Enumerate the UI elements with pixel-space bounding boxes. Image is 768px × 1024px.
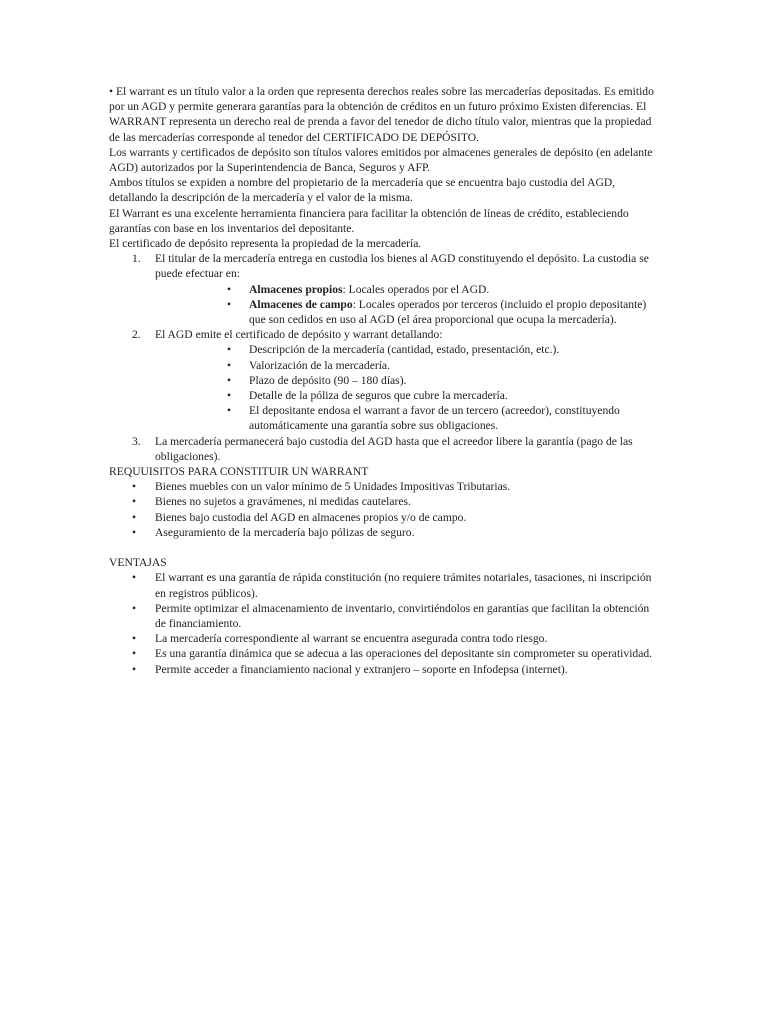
- bullet-icon: •: [227, 297, 232, 311]
- list-item-text: La mercadería correspondiente al warrant se encuentra asegurada contra todo riesgo.: [155, 632, 548, 646]
- list-item-text: Permite optimizar el almacenamiento de inventario, convirtiéndolos en garantías que facilitan la obtención de financiamiento.: [155, 601, 650, 630]
- step-sub-list: [109, 282, 661, 328]
- sub-item-bold: Almacenes propios: [249, 282, 343, 296]
- sub-list-item: [109, 342, 661, 357]
- sub-list-item: [109, 388, 661, 403]
- bullet-icon: •: [132, 510, 137, 524]
- section-heading-requisitos: REQUUISITOS PARA CONSTITUIR UN WARRANT: [109, 465, 369, 479]
- step-text: El titular de la mercadería entrega en custodia los bienes al AGD constituyendo el depósito. La custodia se puede efectuar en:: [155, 252, 649, 281]
- list-item: [109, 646, 661, 661]
- sub-item-text: Plazo de depósito (90 – 180 días).: [249, 373, 407, 387]
- step-sub-list: [109, 342, 661, 433]
- sub-list-item: [109, 282, 661, 297]
- bullet-icon: •: [227, 358, 232, 372]
- sub-list-item: [109, 373, 661, 388]
- list-item: [109, 662, 661, 677]
- ventajas-list: [109, 570, 661, 676]
- sub-item-bold: Almacenes de campo: [249, 297, 353, 311]
- spacer: [109, 540, 661, 555]
- sub-item-text: Detalle de la póliza de seguros que cubre la mercadería.: [249, 389, 508, 403]
- step-text: El AGD emite el certificado de depósito y warrant detallando:: [155, 328, 443, 342]
- intro-paragraph: • El warrant es un título valor a la orden que representa derechos reales sobre las mercaderías depositadas. Es emitido por un AGD y permite generara garantías para la obtención de créditos en un futuro próximo Existen diferencias. El WARRANT representa un derecho real de prenda a favor del tenedor de dicho título valor, mientras que la propiedad de las mercaderías corresponde al tenedor del CERTIFICADO DE DEPÓSITO.: [109, 85, 654, 144]
- sub-item-text: : Locales operados por el AGD.: [342, 282, 490, 296]
- list-item: [109, 525, 661, 540]
- sub-list-item: [109, 403, 661, 433]
- list-item-text: Aseguramiento de la mercadería bajo pólizas de seguro.: [155, 525, 415, 539]
- list-item-text: Bienes bajo custodia del AGD en almacenes propios y/o de campo.: [155, 510, 467, 524]
- bullet-icon: •: [132, 480, 137, 494]
- list-item: [109, 570, 661, 600]
- step-number: 1.: [132, 252, 141, 266]
- intro-section: [109, 84, 661, 251]
- step-item: [109, 327, 661, 342]
- list-item-text: El warrant es una garantía de rápida constitución (no requiere trámites notariales, tasaciones, ni inscripción en registros públicos).: [155, 571, 652, 600]
- bullet-icon: •: [132, 525, 137, 539]
- bullet-icon: •: [132, 601, 137, 615]
- bullet-icon: •: [227, 404, 232, 418]
- list-item: [109, 601, 661, 631]
- bullet-icon: •: [227, 389, 232, 403]
- sub-list-item: [109, 358, 661, 373]
- document-page: [109, 84, 661, 677]
- bullet-icon: •: [132, 647, 137, 661]
- sub-item-text: : Locales operados por terceros (incluido el propio depositante) que son cedidos en uso al AGD (el área proporcional que ocupa la mercadería).: [249, 297, 647, 327]
- intro-paragraph: Ambos títulos se expiden a nombre del propietario de la mercadería que se encuentra bajo custodia del AGD, detallando la descripción de la mercadería y el valor de la misma.: [109, 176, 616, 205]
- sub-item-text: Valorización de la mercadería.: [249, 358, 390, 372]
- step-text: La mercadería permanecerá bajo custodia del AGD hasta que el acreedor libere la garantía (pago de las obligaciones).: [155, 434, 633, 463]
- bullet-icon: •: [132, 632, 137, 646]
- step-item: [109, 434, 661, 464]
- bullet-icon: •: [132, 495, 137, 509]
- intro-paragraph: El Warrant es una excelente herramienta financiera para facilitar la obtención de líneas de crédito, estableciendo garantías con base en los inventarios del depositante.: [109, 206, 629, 235]
- step-number: 2.: [132, 328, 141, 342]
- requisitos-list: [109, 479, 661, 540]
- sub-list-item: [109, 297, 661, 327]
- intro-paragraph: El certificado de depósito representa la propiedad de la mercadería.: [109, 237, 422, 251]
- intro-paragraph: Los warrants y certificados de depósito son títulos valores emitidos por almacenes generales de depósito (en adelante AGD) autorizados por la Superintendencia de Banca, Seguros y AFP.: [109, 145, 653, 175]
- section-heading-ventajas: VENTAJAS: [109, 556, 167, 570]
- bullet-icon: •: [132, 662, 137, 676]
- step-item: [109, 251, 661, 281]
- list-item-text: Es una garantía dinámica que se adecua a las operaciones del depositante sin comprometer su operatividad.: [155, 647, 653, 661]
- bullet-icon: •: [227, 282, 232, 296]
- list-item-text: Permite acceder a financiamiento nacional y extranjero – soporte en Infodepsa (internet).: [155, 662, 568, 676]
- bullet-icon: •: [227, 373, 232, 387]
- step-number: 3.: [132, 434, 141, 448]
- sub-item-text: Descripción de la mercadería (cantidad, estado, presentación, etc.).: [249, 343, 560, 357]
- list-item: [109, 510, 661, 525]
- list-item: [109, 631, 661, 646]
- bullet-icon: •: [132, 571, 137, 585]
- list-item-text: Bienes no sujetos a gravámenes, ni medidas cautelares.: [155, 495, 411, 509]
- list-item-text: Bienes muebles con un valor mínimo de 5 Unidades Impositivas Tributarias.: [155, 480, 511, 494]
- list-item: [109, 494, 661, 509]
- bullet-icon: •: [227, 343, 232, 357]
- sub-item-text: El depositante endosa el warrant a favor de un tercero (acreedor), constituyendo automáticamente una garantía sobre sus obligaciones.: [249, 404, 620, 433]
- steps-list: [109, 251, 661, 464]
- list-item: [109, 479, 661, 494]
